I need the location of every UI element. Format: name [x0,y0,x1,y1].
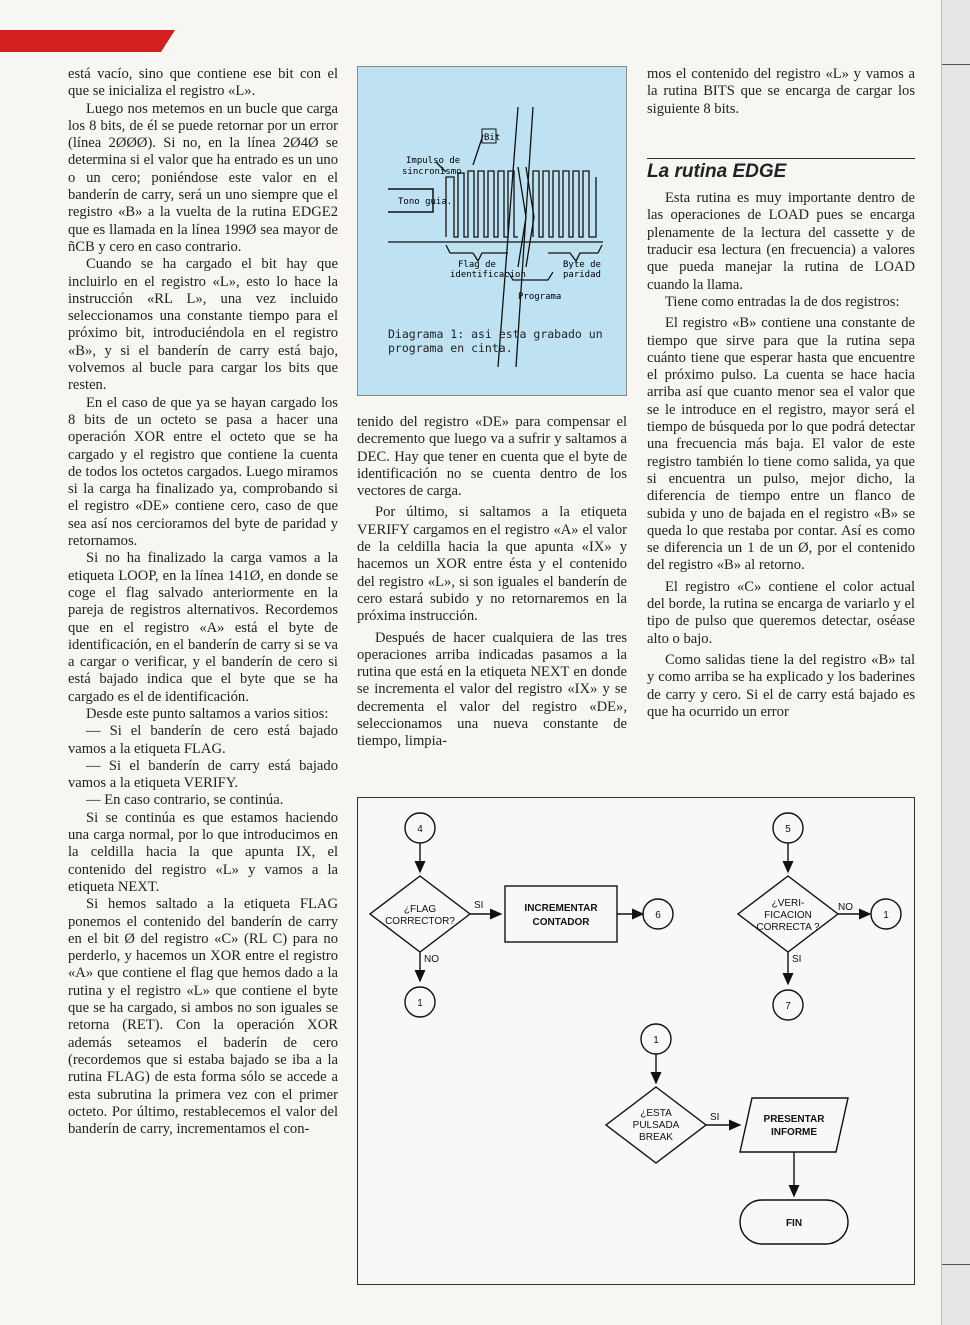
branch-no-flag: NO [424,954,439,965]
paragraph: Si no ha finalizado la carga vamos a la etiqueta LOOP, en la línea 141Ø, en donde se coge el flag salvado anteriormente en la pareja de registros alternativos. Recordemos que en el registro «A» está el byte de identificación, en el banderín de carry si se va a cargar o verificar, y el banderín de cero si está bajado indica que el byte que se ha cargado es el de identificación. [68,550,338,705]
paragraph: El registro «C» contiene el color actual del borde, la rutina se encarga de variarlo y el tipo de pulso que queremos detectar, oséase alto o bajo. [647,578,915,647]
flowchart [357,797,915,1285]
tape-diagram [357,66,627,396]
paragraph: Cuando se ha cargado el bit hay que incluirlo en el registro «L», esto lo hace la instrucción «RL L», una vez incluido seleccionamos una constante tiempo para el próximo bit, introduciéndola en el registro «B», y si el banderín de carry está bajo, volvemos al bucle para cargar los bits que resten. [68,256,338,394]
paragraph: Esta rutina es muy importante dentro de las operaciones de LOAD pues se encarga plenamente de la lectura del cassette y de traducir esa lectura (en frecuencia) a valores que pueda manejar la rutina de LOAD cuando la llama. [647,190,915,293]
text-column-1 [68,66,338,1138]
paragraph: Si se continúa es que estamos haciendo una carga normal, por lo que introducimos en la celdilla hacia la que apunta IX, el contenido del registro «L» y vamos a la etiqueta NEXT. [68,809,338,895]
label-byte: Byte de [563,260,601,270]
paragraph: Tiene como entradas la de dos registros: [665,293,900,310]
branch-si-break: SI [710,1112,720,1123]
connector-1-bottom: 1 [653,1035,659,1046]
paragraph: Como salidas tiene la del registro «B» tal y como arriba se ha explicado y los baderines de carry y cero. Si el de carry está bajado es que ha ocurrido un error [647,651,915,720]
branch-si-verify: SI [792,954,802,965]
diagram-caption: Diagrama 1: asi esta grabado un programa en cinta. [388,327,603,355]
decision-break-line2: PULSADA [632,1120,680,1131]
decision-break-line1: ¿ESTA [640,1108,672,1119]
decision-verify-line3: CORRECTA ? [756,922,820,933]
label-bit: Bit [484,133,501,143]
paragraph: Por último, si saltamos a la etiqueta VERIFY cargamos en el registro «A» el valor de la celdilla hacia la que apunta «IX» y hacemos un XOR entre ésta y el contenido del registro «L», si son iguales el banderín de cero estará subido y no retornaremos en la próxima instrucción. [357,504,627,625]
process-incrementar: INCREMENTAR [524,903,598,914]
paragraph: El registro «B» contiene una constante de tiempo que sirve para que la rutina sepa cuánto tiene que esperar hasta que encuentre el próximo pulso. La cuenta se hace hacia arriba así que cuanto menor sea el valor que se le introduce en el registro, mayor será el tiempo de búsqueda por lo que podrá detectar una frecuencia más baja. El valor de este registro también lo tiene como salida, ya que si encuentra un pulso, mejor dicho, la diferencia de tiempo entre un flanco de subida y uno de bajada en el registro «B» se queda lo que restaba por contar. Así es como se diferencia un 1 de un Ø, por el contenido del registro «B» al retorno. [647,315,915,574]
paragraph: tenido del registro «DE» para compensar el decremento que luego va a sufrir y saltamos a DEC. Hay que tener en cuenta que el byte de identificación no se cuenta dentro de los vectores de carga. [357,414,627,500]
label-identificacion: identificacion [450,270,526,280]
label-tono-guia: Tono guia. [398,197,453,207]
paragraph: mos el contenido del registro «L» y vamos a la rutina BITS que se encarga de cargar los siguiente 8 bits. [647,66,915,117]
paragraph: En el caso de que ya se hayan cargado los 8 bits de un octeto se pasa a hacer una operación XOR entre el octeto que se ha cargado y el registro que contiene la cuenta de todos los octetos cargados. Luego miramos si la carga ha finalizado ya, comprobando si el registro «DE» contiene cero, caso de que sea así nos cercioramos del byte de paridad y retornamos. [68,394,338,550]
text-column-3 [647,66,915,721]
label-flag: Flag de [458,260,496,270]
connector-5: 5 [785,824,791,835]
branch-no-verify: NO [838,902,853,913]
branch-si-flag: SI [474,900,484,911]
section-color-tab [0,30,175,52]
connector-6: 6 [655,910,661,921]
paragraph: Si hemos saltado a la etiqueta FLAG ponemos el contenido del banderín de carry en el bit Ø del registro «C» (RL C) para no perderlo, y hacemos un XOR entre el registro «A» que contiene el flag que hemos dado a la rutina y el registro «L» que contiene el byte que se ha cargado, si ambos no son iguales se retorna (RET). Con la operación XOR además seteamos el baderín de cero (recordemos que si estaba bajado se iba a la rutina FLAG) de esta forma sólo se accede a esta subrutina la primera vez con el primer octeto. Por último, restablecemos el valor del banderín de carry, incrementamos el con- [68,896,338,1138]
io-presentar: PRESENTAR [763,1114,825,1125]
section-heading: La rutina EDGE [647,158,915,180]
decision-flag-line2: CORRECTOR? [385,916,455,927]
list-item: — En caso contrario, se continúa. [86,792,284,809]
paragraph: Desde este punto saltamos a varios sitios: [86,705,329,722]
decision-verify-line1: ¿VERI- [771,898,805,909]
paragraph: está vacío, sino que contiene ese bit con el que se inicializa el registro «L». [68,66,338,100]
connector-1-left: 1 [417,998,423,1009]
label-sincronismo: sincronismo [402,167,462,177]
text-column-2 [357,414,627,751]
process-contador: CONTADOR [532,917,590,928]
connector-7: 7 [785,1001,791,1012]
list-item: — Si el banderín de carry está bajado vamos a la etiqueta VERIFY. [68,757,338,792]
label-paridad: paridad [563,270,601,280]
decision-verify-line2: FICACION [764,910,812,921]
decision-break-line3: BREAK [639,1132,673,1143]
next-page-edge [941,0,970,1325]
decision-flag-line1: ¿FLAG [403,904,437,915]
label-impulso: Impulso de [406,156,461,166]
connector-1-right: 1 [883,910,889,921]
io-informe: INFORME [770,1127,818,1138]
paragraph: Después de hacer cualquiera de las tres operaciones arriba indicadas pasamos a la rutina que está en la etiqueta NEXT en donde se incrementa el valor del registro «IX» y se decrementa el valor del registro «DE», seleccionamos una nueva constante de tiempo, limpia- [357,629,627,750]
label-programa: Programa [518,292,562,302]
connector-4: 4 [417,824,423,835]
list-item: — Si el banderín de cero está bajado vamos a la etiqueta FLAG. [68,723,338,757]
terminal-fin: FIN [785,1218,803,1229]
paragraph: Luego nos metemos en un bucle que carga los 8 bits, de él se puede retornar por un error (línea 2ØØØ). Si no, en la línea 2Ø4Ø se determina si el valor que ha entrado es un uno o un cero; poniéndose este valor en el banderín de carry, será un uno siempre que el registro «B» a la vuelta de la rutina EDGE2 que es llamada en la línea 199Ø sea mayor de ñCB y cero en caso contrario. [68,100,338,255]
